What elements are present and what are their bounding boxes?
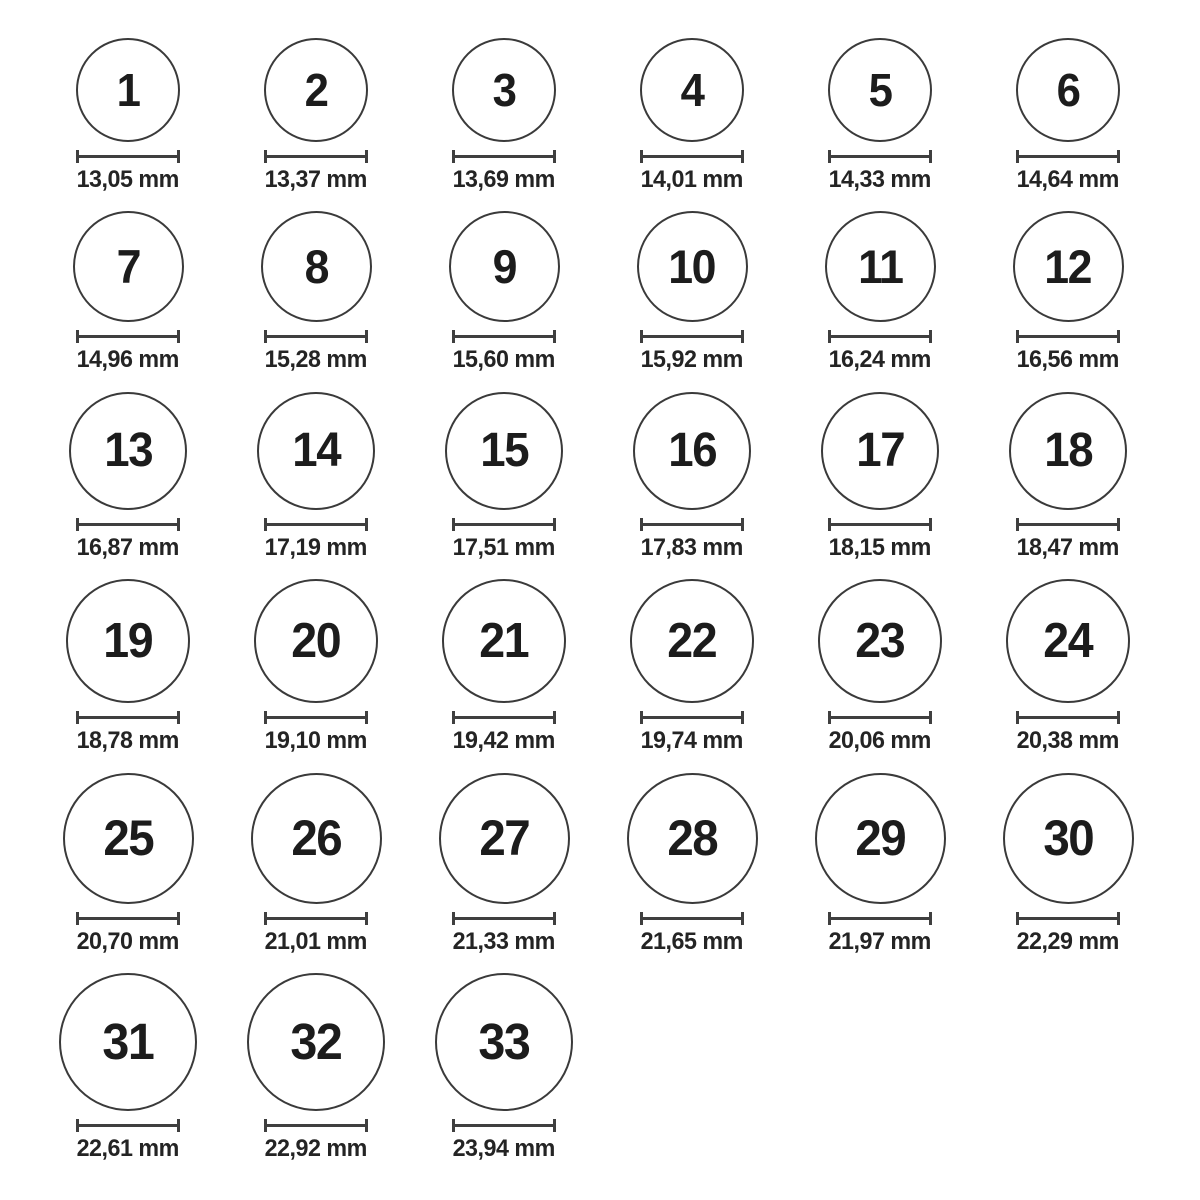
diameter-label: 18,47 mm	[1016, 533, 1120, 561]
measure-bar	[264, 917, 368, 920]
diameter-measure-line	[264, 150, 368, 163]
measure-tick-right-icon	[553, 1119, 556, 1132]
ring-size-cell	[818, 579, 942, 754]
ring-circle	[69, 392, 187, 510]
measure-bar	[828, 917, 932, 920]
diameter-label: 16,87 mm	[76, 533, 180, 561]
measure-tick-right-icon	[177, 1119, 180, 1132]
ring-size-cell	[63, 773, 194, 955]
measure-tick-right-icon	[1117, 150, 1120, 163]
ring-size-cell	[1003, 773, 1134, 955]
diameter-measure-line	[640, 711, 744, 724]
ring-size-cell	[66, 579, 190, 754]
ring-size-number: 19	[103, 613, 153, 668]
diameter-measure-line	[264, 912, 368, 925]
measure-tick-right-icon	[553, 518, 556, 531]
diameter-label: 19,74 mm	[640, 727, 744, 755]
measure-tick-right-icon	[177, 150, 180, 163]
measure-bar	[264, 523, 368, 526]
ring-size-number: 3	[492, 64, 516, 116]
ring-circle	[633, 392, 751, 510]
diameter-label: 14,64 mm	[1016, 166, 1120, 193]
measure-tick-right-icon	[365, 150, 368, 163]
measure-tick-right-icon	[553, 330, 556, 343]
ring-size-cell	[59, 973, 197, 1162]
ring-size-cell	[451, 38, 556, 193]
measure-bar	[264, 335, 368, 338]
ring-size-number: 4	[680, 64, 704, 116]
ring-circle	[640, 38, 744, 142]
diameter-label: 20,38 mm	[1016, 727, 1120, 755]
ring-circle	[1013, 211, 1124, 322]
diameter-label: 17,83 mm	[640, 533, 744, 561]
ring-size-number: 10	[668, 240, 716, 294]
measure-tick-right-icon	[929, 912, 932, 925]
diameter-measure-line	[76, 1119, 180, 1132]
diameter-measure-line	[828, 711, 932, 724]
ring-circle	[442, 579, 566, 703]
ring-size-number: 5	[868, 64, 892, 116]
diameter-label: 21,97 mm	[828, 927, 932, 955]
measure-tick-right-icon	[553, 912, 556, 925]
diameter-label: 17,19 mm	[264, 533, 368, 561]
measure-tick-right-icon	[1117, 912, 1120, 925]
measure-tick-right-icon	[929, 518, 932, 531]
ring-circle	[825, 211, 936, 322]
ring-size-number: 11	[857, 240, 903, 294]
diameter-measure-line	[452, 150, 556, 163]
measure-bar	[264, 716, 368, 719]
ring-size-number: 1	[116, 64, 140, 116]
measure-bar	[828, 155, 932, 158]
ring-size-cell	[1009, 392, 1127, 561]
diameter-label: 18,15 mm	[828, 533, 932, 561]
diameter-label: 22,61 mm	[76, 1134, 180, 1162]
ring-size-number: 15	[480, 423, 528, 477]
measure-bar	[76, 523, 180, 526]
ring-size-cell	[442, 579, 566, 754]
ring-size-cell	[445, 392, 563, 561]
ring-size-number: 30	[1043, 810, 1093, 867]
measure-tick-right-icon	[177, 330, 180, 343]
measure-tick-right-icon	[929, 711, 932, 724]
measure-bar	[828, 335, 932, 338]
ring-size-number: 27	[479, 810, 529, 867]
diameter-label: 20,70 mm	[76, 927, 180, 955]
ring-size-cell	[633, 392, 751, 561]
diameter-measure-line	[76, 711, 180, 724]
diameter-label: 23,94 mm	[452, 1134, 556, 1162]
ring-size-cell	[449, 211, 560, 373]
ring-circle	[452, 38, 556, 142]
measure-bar	[76, 1124, 180, 1127]
diameter-measure-line	[828, 912, 932, 925]
ring-size-number: 26	[291, 810, 341, 867]
diameter-label: 14,96 mm	[76, 346, 180, 374]
ring-circle	[1009, 392, 1127, 510]
ring-size-cell	[261, 211, 372, 373]
ring-circle	[247, 973, 385, 1111]
ring-size-number: 21	[479, 613, 529, 668]
measure-bar	[76, 917, 180, 920]
ring-circle	[264, 38, 368, 142]
measure-tick-right-icon	[553, 150, 556, 163]
ring-size-cell	[627, 773, 758, 955]
diameter-measure-line	[264, 330, 368, 343]
ring-size-cell	[69, 392, 187, 561]
measure-bar	[1016, 155, 1120, 158]
ring-size-number: 16	[668, 423, 716, 477]
diameter-label: 16,56 mm	[1016, 346, 1120, 374]
diameter-label: 15,92 mm	[640, 346, 744, 374]
measure-bar	[640, 917, 744, 920]
diameter-label: 17,51 mm	[452, 533, 556, 561]
ring-size-number: 32	[290, 1013, 342, 1071]
ring-circle	[821, 392, 939, 510]
ring-circle	[1003, 773, 1134, 904]
diameter-measure-line	[640, 518, 744, 531]
measure-bar	[452, 155, 556, 158]
ring-size-cell	[254, 579, 378, 754]
measure-bar	[264, 155, 368, 158]
diameter-measure-line	[76, 150, 180, 163]
ring-circle	[251, 773, 382, 904]
ring-circle	[815, 773, 946, 904]
ring-size-cell	[439, 773, 570, 955]
ring-circle	[449, 211, 560, 322]
ring-size-number: 8	[304, 240, 328, 294]
measure-tick-right-icon	[177, 912, 180, 925]
diameter-label: 13,37 mm	[264, 166, 368, 193]
ring-size-cell	[639, 38, 744, 193]
ring-size-number: 18	[1044, 423, 1092, 477]
diameter-measure-line	[76, 518, 180, 531]
diameter-label: 21,33 mm	[452, 927, 556, 955]
measure-tick-right-icon	[177, 711, 180, 724]
ring-size-number: 29	[855, 810, 905, 867]
diameter-measure-line	[452, 330, 556, 343]
measure-tick-right-icon	[365, 518, 368, 531]
diameter-measure-line	[264, 1119, 368, 1132]
diameter-label: 21,01 mm	[264, 927, 368, 955]
diameter-measure-line	[1016, 518, 1120, 531]
measure-bar	[828, 523, 932, 526]
ring-size-number: 13	[104, 423, 152, 477]
measure-tick-right-icon	[929, 150, 932, 163]
ring-size-cell	[1015, 38, 1120, 193]
ring-size-number: 23	[855, 613, 905, 668]
ring-size-number: 17	[856, 423, 904, 477]
ring-circle	[66, 579, 190, 703]
diameter-measure-line	[1016, 150, 1120, 163]
ring-size-cell	[827, 38, 932, 193]
ring-size-cell	[75, 38, 180, 193]
measure-tick-right-icon	[741, 518, 744, 531]
ring-size-number: 12	[1044, 240, 1092, 294]
diameter-measure-line	[452, 1119, 556, 1132]
ring-size-number: 7	[116, 240, 140, 294]
diameter-label: 14,01 mm	[640, 166, 744, 193]
measure-bar	[264, 1124, 368, 1127]
ring-size-number: 22	[667, 613, 717, 668]
measure-tick-right-icon	[741, 150, 744, 163]
ring-size-number: 33	[478, 1013, 530, 1071]
ring-size-cell	[1006, 579, 1130, 754]
ring-size-cell	[73, 211, 184, 373]
ring-size-cell	[435, 973, 573, 1162]
diameter-measure-line	[828, 330, 932, 343]
diameter-label: 19,10 mm	[264, 727, 368, 755]
ring-circle	[76, 38, 180, 142]
measure-bar	[76, 155, 180, 158]
measure-bar	[452, 335, 556, 338]
diameter-measure-line	[640, 150, 744, 163]
ring-size-cell	[637, 211, 748, 373]
measure-bar	[452, 716, 556, 719]
ring-size-cell	[1013, 211, 1124, 373]
diameter-label: 16,24 mm	[828, 346, 932, 374]
measure-bar	[640, 716, 744, 719]
diameter-label: 13,05 mm	[76, 166, 180, 193]
ring-size-cell	[251, 773, 382, 955]
diameter-measure-line	[264, 711, 368, 724]
diameter-measure-line	[76, 330, 180, 343]
diameter-measure-line	[1016, 912, 1120, 925]
ring-size-number: 24	[1043, 613, 1093, 668]
diameter-measure-line	[76, 912, 180, 925]
ring-circle	[828, 38, 932, 142]
ring-circle	[435, 973, 573, 1111]
measure-tick-right-icon	[177, 518, 180, 531]
measure-bar	[1016, 335, 1120, 338]
measure-bar	[76, 716, 180, 719]
diameter-label: 15,60 mm	[452, 346, 556, 374]
measure-bar	[640, 155, 744, 158]
diameter-label: 18,78 mm	[76, 727, 180, 755]
diameter-label: 13,69 mm	[452, 166, 556, 193]
ring-circle	[63, 773, 194, 904]
ring-circle	[254, 579, 378, 703]
ring-size-number: 25	[103, 810, 153, 867]
measure-tick-right-icon	[365, 330, 368, 343]
measure-bar	[452, 1124, 556, 1127]
diameter-label: 22,29 mm	[1016, 927, 1120, 955]
measure-bar	[76, 335, 180, 338]
measure-tick-right-icon	[365, 912, 368, 925]
diameter-label: 15,28 mm	[264, 346, 368, 374]
measure-bar	[452, 917, 556, 920]
measure-tick-right-icon	[929, 330, 932, 343]
diameter-measure-line	[640, 912, 744, 925]
ring-size-number: 9	[492, 240, 516, 294]
diameter-measure-line	[828, 518, 932, 531]
measure-bar	[828, 716, 932, 719]
diameter-label: 19,42 mm	[452, 727, 556, 755]
ring-circle	[818, 579, 942, 703]
ring-size-cell	[257, 392, 375, 561]
ring-size-number: 20	[291, 613, 341, 668]
ring-circle	[1006, 579, 1130, 703]
diameter-measure-line	[264, 518, 368, 531]
measure-bar	[1016, 716, 1120, 719]
measure-tick-right-icon	[741, 330, 744, 343]
ring-size-number: 31	[102, 1013, 154, 1071]
measure-bar	[1016, 523, 1120, 526]
ring-circle	[627, 773, 758, 904]
diameter-measure-line	[828, 150, 932, 163]
ring-circle	[73, 211, 184, 322]
ring-size-cell	[630, 579, 754, 754]
ring-size-number: 6	[1056, 64, 1080, 116]
ring-size-number: 14	[292, 423, 340, 477]
diameter-measure-line	[1016, 330, 1120, 343]
ring-size-cell	[825, 211, 936, 373]
ring-circle	[257, 392, 375, 510]
measure-tick-right-icon	[1117, 711, 1120, 724]
ring-size-cell	[821, 392, 939, 561]
measure-tick-right-icon	[553, 711, 556, 724]
ring-size-number: 2	[304, 64, 328, 116]
ring-size-number: 28	[667, 810, 717, 867]
diameter-label: 20,06 mm	[828, 727, 932, 755]
ring-circle	[59, 973, 197, 1111]
ring-size-cell	[815, 773, 946, 955]
measure-bar	[452, 523, 556, 526]
measure-tick-right-icon	[1117, 518, 1120, 531]
diameter-label: 14,33 mm	[828, 166, 932, 193]
measure-bar	[640, 335, 744, 338]
measure-tick-right-icon	[1117, 330, 1120, 343]
ring-circle	[630, 579, 754, 703]
measure-tick-right-icon	[741, 912, 744, 925]
measure-tick-right-icon	[741, 711, 744, 724]
diameter-measure-line	[640, 330, 744, 343]
measure-tick-right-icon	[365, 711, 368, 724]
diameter-label: 22,92 mm	[264, 1134, 368, 1162]
diameter-label: 21,65 mm	[640, 927, 744, 955]
ring-circle	[1016, 38, 1120, 142]
diameter-measure-line	[452, 912, 556, 925]
ring-circle	[637, 211, 748, 322]
ring-circle	[439, 773, 570, 904]
ring-size-cell	[247, 973, 385, 1162]
diameter-measure-line	[452, 711, 556, 724]
ring-size-cell	[263, 38, 368, 193]
ring-circle	[261, 211, 372, 322]
measure-bar	[1016, 917, 1120, 920]
measure-tick-right-icon	[365, 1119, 368, 1132]
measure-bar	[640, 523, 744, 526]
ring-circle	[445, 392, 563, 510]
diameter-measure-line	[452, 518, 556, 531]
diameter-measure-line	[1016, 711, 1120, 724]
